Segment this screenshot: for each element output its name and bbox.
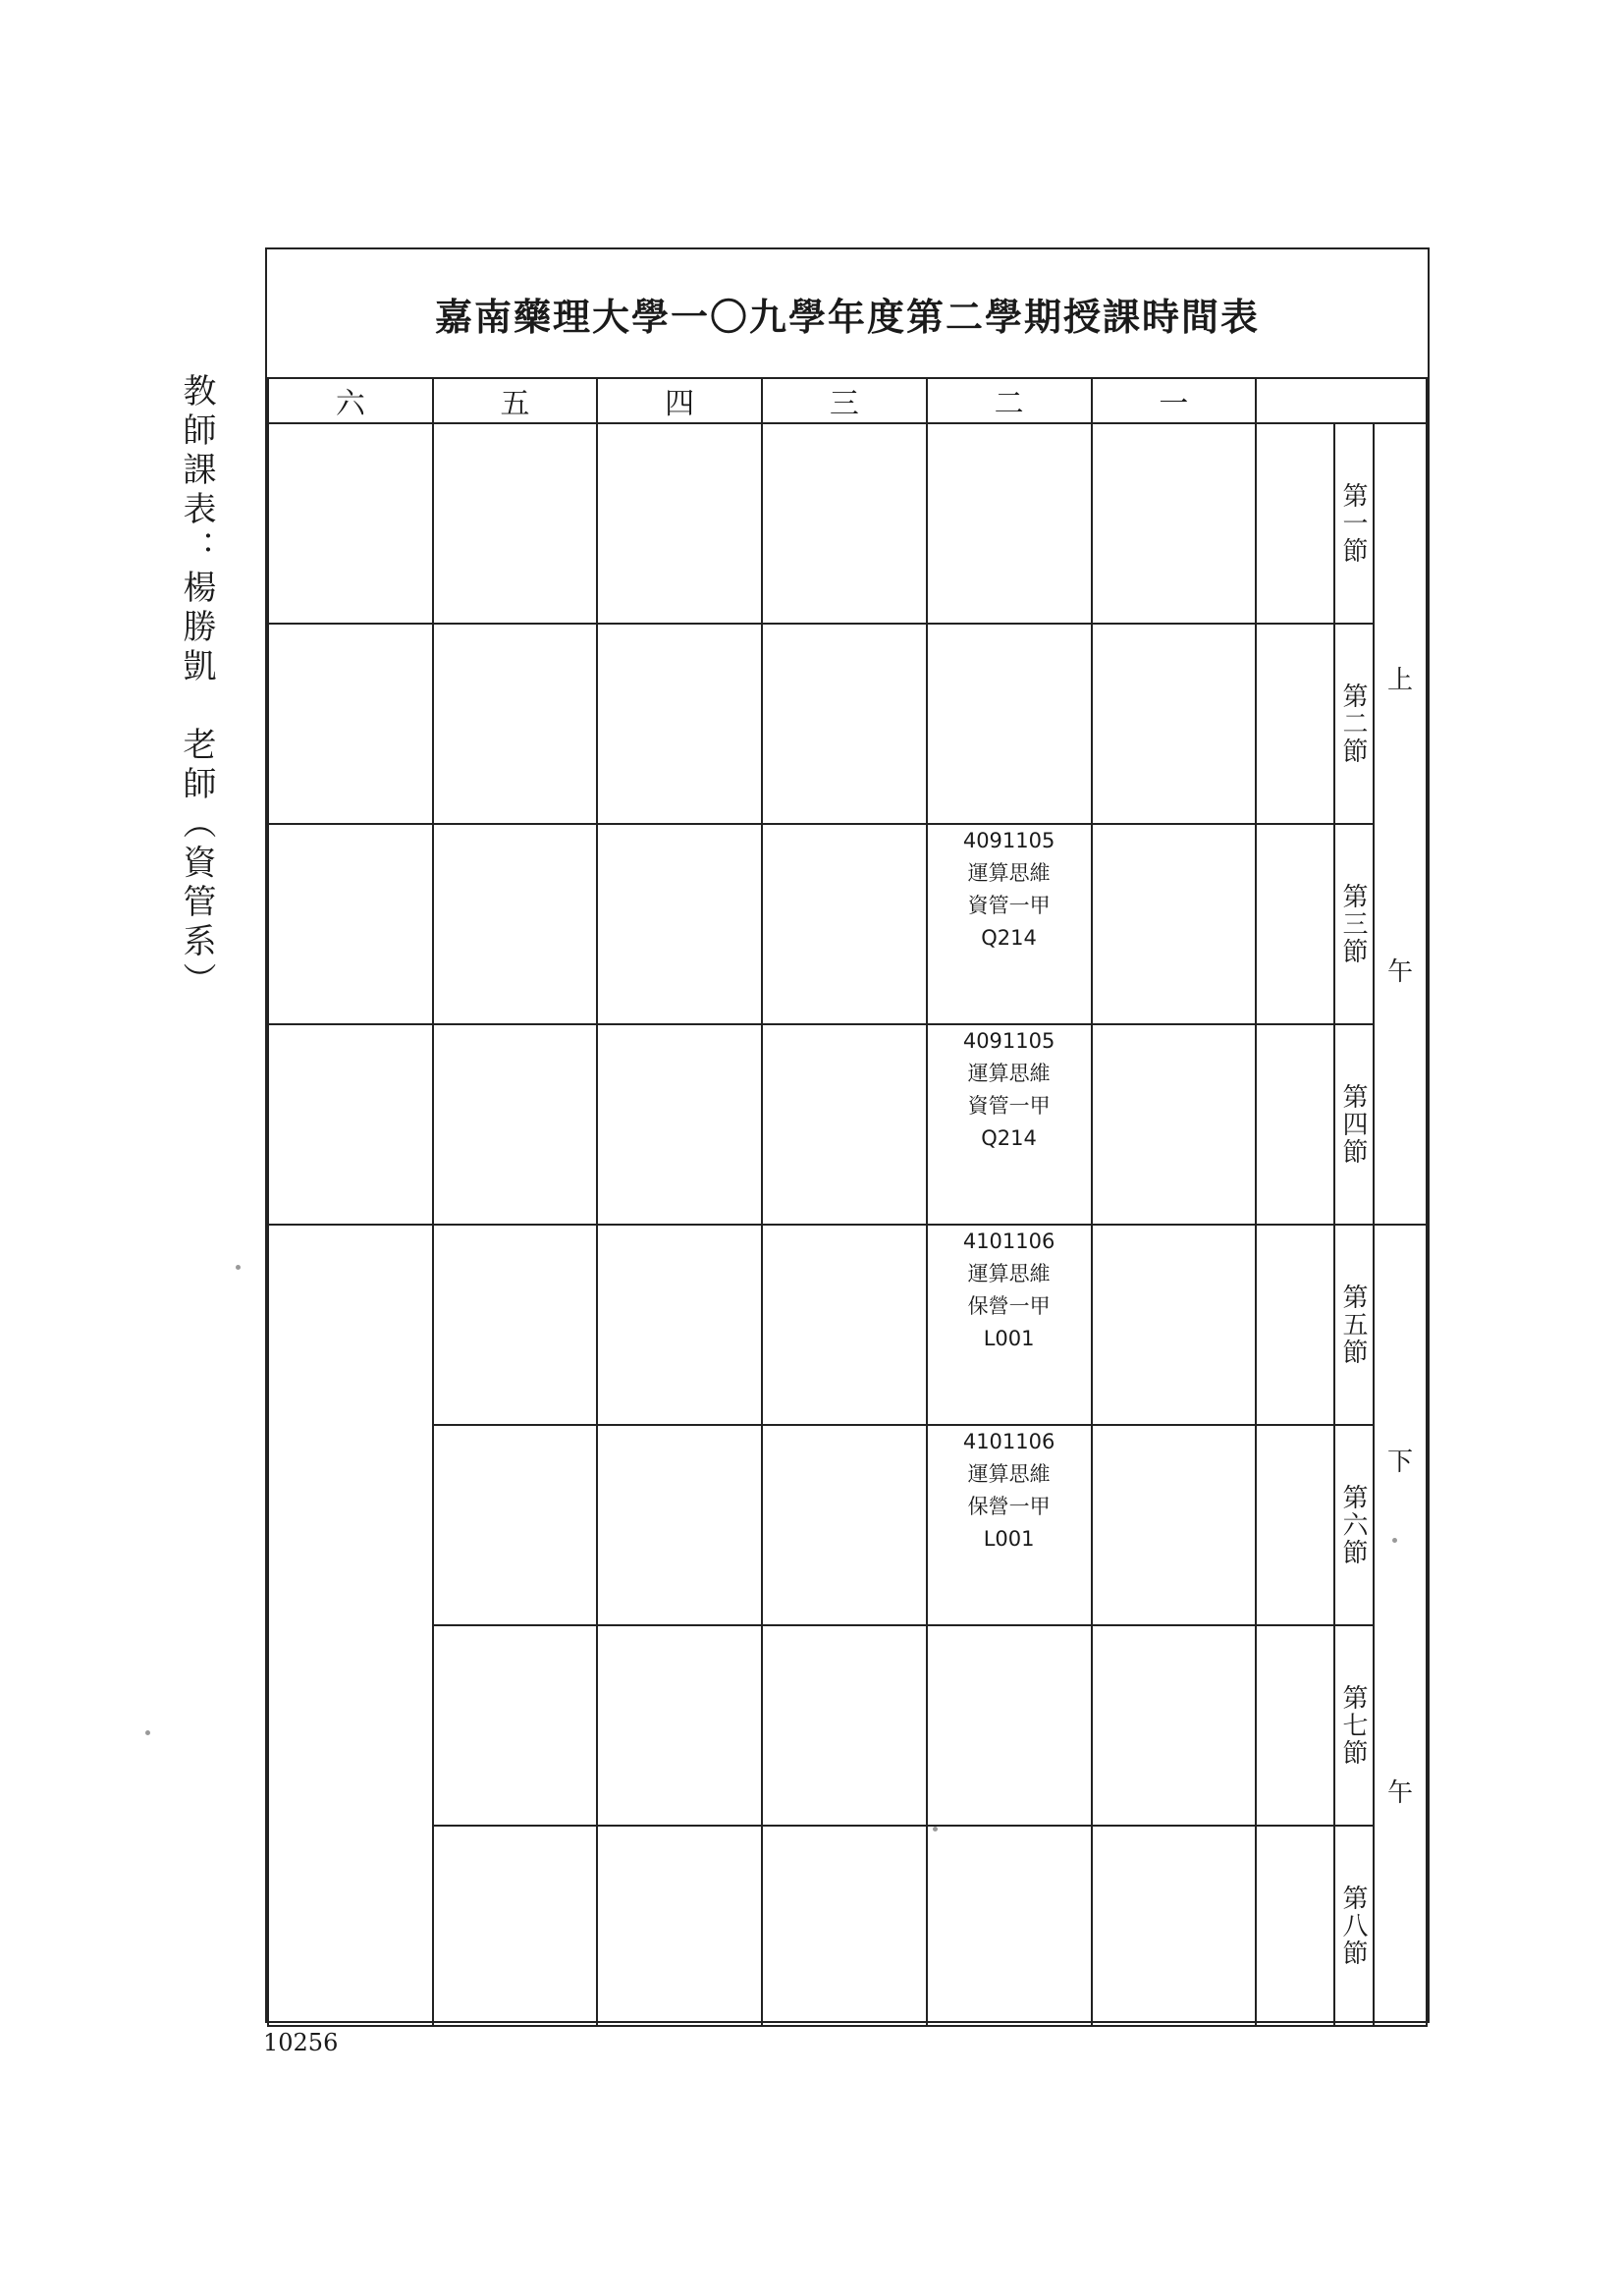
scan-speck (236, 1265, 241, 1270)
day-header-tue: 二 (927, 378, 1092, 423)
period-row-7 (268, 1625, 1427, 1826)
timetable-frame (265, 247, 1430, 2023)
cell-sat-p3 (268, 824, 433, 1024)
period-label-5: 第五節 (1334, 1225, 1374, 1425)
course-name: 運算思維 (967, 861, 1051, 885)
day-header-fri: 五 (433, 378, 598, 423)
morning-char-1: 上 (1386, 666, 1413, 695)
period-label-6: 第六節 (1334, 1425, 1374, 1625)
cell-mon-p4 (1092, 1024, 1257, 1225)
cell-fri-p7 (433, 1625, 598, 1826)
cell-blank-p1 (1256, 423, 1334, 624)
teacher-caption: 教師課表：楊勝凱 老師（資管系） (177, 373, 216, 1002)
period-label-4: 第四節 (1334, 1024, 1374, 1225)
cell-thu-p8 (597, 1826, 762, 2026)
cell-tue-p7 (927, 1625, 1092, 1826)
cell-thu-p2 (597, 624, 762, 824)
cell-blank-p3 (1256, 824, 1334, 1024)
period-label-2: 第二節 (1334, 624, 1374, 824)
cell-wed-p8 (762, 1826, 927, 2026)
cell-thu-p1 (597, 423, 762, 624)
course-cell-tue-p5 (927, 1225, 1092, 1425)
cell-tue-p2 (927, 624, 1092, 824)
cell-fri-p6 (433, 1425, 598, 1625)
cell-wed-p2 (762, 624, 927, 824)
cell-mon-p7 (1092, 1625, 1257, 1826)
cell-sat-afternoon (268, 1225, 433, 2026)
scan-speck (933, 1827, 938, 1831)
course-cell-tue-p3 (927, 824, 1092, 1024)
day-header-wed: 三 (762, 378, 927, 423)
cell-mon-p5 (1092, 1225, 1257, 1425)
cell-blank-p2 (1256, 624, 1334, 824)
course-room: Q214 (981, 926, 1037, 950)
cell-blank-p8 (1256, 1826, 1334, 2026)
course-cell-tue-p6 (927, 1425, 1092, 1625)
cell-blank-p5 (1256, 1225, 1334, 1425)
timetable-title: 嘉南藥理大學一〇九學年度第二學期授課時間表 (434, 294, 1260, 339)
period-label-3: 第三節 (1334, 824, 1374, 1024)
period-row-1 (268, 423, 1427, 624)
scan-speck (145, 1730, 150, 1735)
cell-fri-p4 (433, 1024, 598, 1225)
course-class: 保營一甲 (967, 1294, 1051, 1318)
document-number: 10256 (263, 2029, 339, 2056)
cell-wed-p4 (762, 1024, 927, 1225)
course-class: 資管一甲 (967, 1094, 1051, 1118)
course-room: L001 (983, 1527, 1035, 1551)
cell-wed-p6 (762, 1425, 927, 1625)
period-row-3 (268, 824, 1427, 1024)
period-label-8: 第八節 (1334, 1826, 1374, 2026)
cell-thu-p5 (597, 1225, 762, 1425)
cell-mon-p3 (1092, 824, 1257, 1024)
cell-mon-p6 (1092, 1425, 1257, 1625)
period-row-2 (268, 624, 1427, 824)
course-room: L001 (983, 1327, 1035, 1350)
timetable-grid (267, 377, 1428, 2027)
morning-label (1374, 423, 1427, 1225)
cell-fri-p8 (433, 1826, 598, 2026)
cell-thu-p7 (597, 1625, 762, 1826)
period-label-7: 第七節 (1334, 1625, 1374, 1826)
cell-blank-p6 (1256, 1425, 1334, 1625)
course-name: 運算思維 (967, 1062, 1051, 1085)
period-label-1: 第一節 (1334, 423, 1374, 624)
period-row-6 (268, 1425, 1427, 1625)
course-code: 4091105 (962, 1029, 1055, 1053)
course-name: 運算思維 (967, 1462, 1051, 1486)
afternoon-label (1374, 1225, 1427, 2026)
cell-sat-p2 (268, 624, 433, 824)
cell-fri-p1 (433, 423, 598, 624)
cell-sat-p4 (268, 1024, 433, 1225)
cell-thu-p4 (597, 1024, 762, 1225)
period-row-8 (268, 1826, 1427, 2026)
cell-mon-p2 (1092, 624, 1257, 824)
cell-wed-p7 (762, 1625, 927, 1826)
day-header-row (268, 378, 1427, 423)
morning-char-2: 午 (1386, 957, 1413, 987)
period-row-5 (268, 1225, 1427, 1425)
cell-sat-p1 (268, 423, 433, 624)
cell-wed-p3 (762, 824, 927, 1024)
cell-wed-p5 (762, 1225, 927, 1425)
course-code: 4101106 (962, 1430, 1055, 1453)
cell-blank-p4 (1256, 1024, 1334, 1225)
scan-speck (1392, 1538, 1397, 1543)
cell-fri-p3 (433, 824, 598, 1024)
afternoon-char-2: 午 (1386, 1778, 1413, 1808)
course-cell-tue-p4 (927, 1024, 1092, 1225)
course-name: 運算思維 (967, 1262, 1051, 1285)
cell-fri-p2 (433, 624, 598, 824)
cell-blank-p7 (1256, 1625, 1334, 1826)
afternoon-char-1: 下 (1386, 1448, 1413, 1477)
period-row-4 (268, 1024, 1427, 1225)
cell-tue-p8 (927, 1826, 1092, 2026)
cell-tue-p1 (927, 423, 1092, 624)
course-code: 4091105 (962, 829, 1055, 852)
day-header-thu: 四 (597, 378, 762, 423)
course-code: 4101106 (962, 1230, 1055, 1253)
day-header-blank (1256, 378, 1427, 423)
cell-mon-p1 (1092, 423, 1257, 624)
course-class: 資管一甲 (967, 894, 1051, 917)
course-room: Q214 (981, 1126, 1037, 1150)
cell-mon-p8 (1092, 1826, 1257, 2026)
day-header-mon: 一 (1092, 378, 1257, 423)
cell-wed-p1 (762, 423, 927, 624)
day-header-sat: 六 (268, 378, 433, 423)
cell-thu-p3 (597, 824, 762, 1024)
course-class: 保營一甲 (967, 1495, 1051, 1518)
cell-fri-p5 (433, 1225, 598, 1425)
cell-thu-p6 (597, 1425, 762, 1625)
